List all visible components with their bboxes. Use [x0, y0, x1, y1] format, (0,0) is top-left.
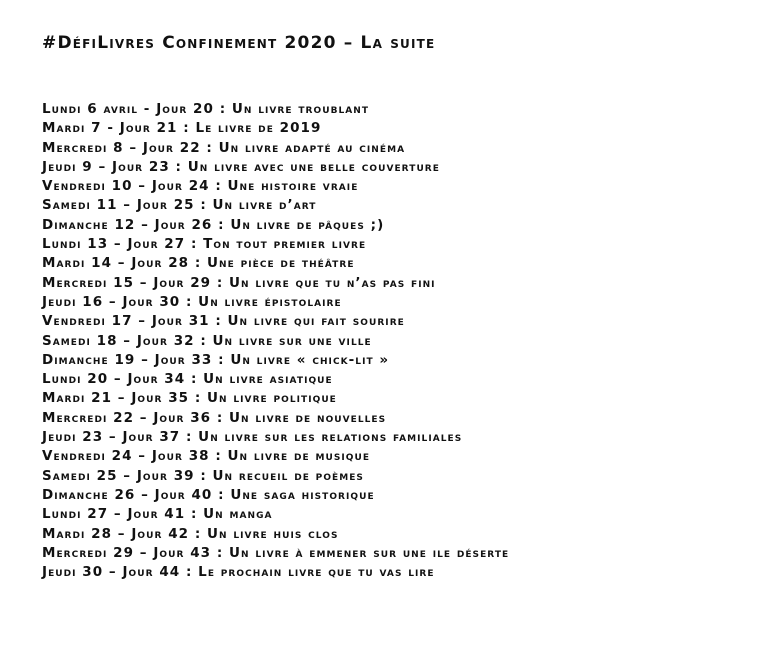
- challenge-item: Samedi 18 – Jour 32 : Un livre sur une ville: [42, 332, 372, 349]
- challenge-item: Mardi 7 - Jour 21 : Le livre de 2019: [42, 120, 322, 137]
- challenge-item: Mercredi 15 – Jour 29 : Un livre que tu n’as pas fini: [42, 274, 436, 291]
- challenge-item: Jeudi 16 – Jour 30 : Un livre épistolaire: [42, 293, 342, 310]
- challenge-item: Mercredi 29 – Jour 43 : Un livre à emmener sur une ile déserte: [42, 544, 510, 561]
- challenge-item: Lundi 6 avril - Jour 20 : Un livre troublant: [42, 101, 370, 117]
- challenge-item: Samedi 25 – Jour 39 : Un recueil de poèmes: [42, 467, 364, 484]
- challenge-list: [42, 100, 509, 582]
- page-title: #DéfiLivres Confinement 2020 – La suite: [42, 33, 436, 53]
- challenge-item: Samedi 11 – Jour 25 : Un livre d’art: [42, 197, 317, 214]
- challenge-item: Mardi 28 – Jour 42 : Un livre huis clos: [42, 525, 339, 542]
- challenge-item: Lundi 20 – Jour 34 : Un livre asiatique: [42, 371, 333, 388]
- challenge-item: Vendredi 17 – Jour 31 : Un livre qui fait sourire: [42, 313, 405, 330]
- challenge-item: Dimanche 26 – Jour 40 : Une saga historique: [42, 486, 375, 503]
- challenge-item: Mardi 14 – Jour 28 : Une pièce de théâtre: [42, 255, 355, 272]
- challenge-item: Vendredi 10 – Jour 24 : Une histoire vraie: [42, 178, 359, 195]
- challenge-item: Mardi 21 – Jour 35 : Un livre politique: [42, 390, 337, 407]
- challenge-item: Mercredi 8 – Jour 22 : Un livre adapté au cinéma: [42, 139, 406, 156]
- challenge-item: Jeudi 23 – Jour 37 : Un livre sur les relations familiales: [42, 429, 463, 446]
- challenge-item: Dimanche 12 – Jour 26 : Un livre de pâques ;): [42, 216, 385, 233]
- challenge-item: Jeudi 9 – Jour 23 : Un livre avec une belle couverture: [42, 158, 440, 175]
- challenge-item: Lundi 27 – Jour 41 : Un manga: [42, 506, 273, 523]
- challenge-item: Lundi 13 – Jour 27 : Ton tout premier livre: [42, 236, 367, 253]
- challenge-item: Jeudi 30 – Jour 44 : Le prochain livre que tu vas lire: [42, 564, 435, 581]
- challenge-item: Mercredi 22 – Jour 36 : Un livre de nouvelles: [42, 409, 387, 426]
- challenge-item: Vendredi 24 – Jour 38 : Un livre de musique: [42, 448, 371, 465]
- challenge-item: Dimanche 19 – Jour 33 : Un livre « chick-lit »: [42, 351, 390, 368]
